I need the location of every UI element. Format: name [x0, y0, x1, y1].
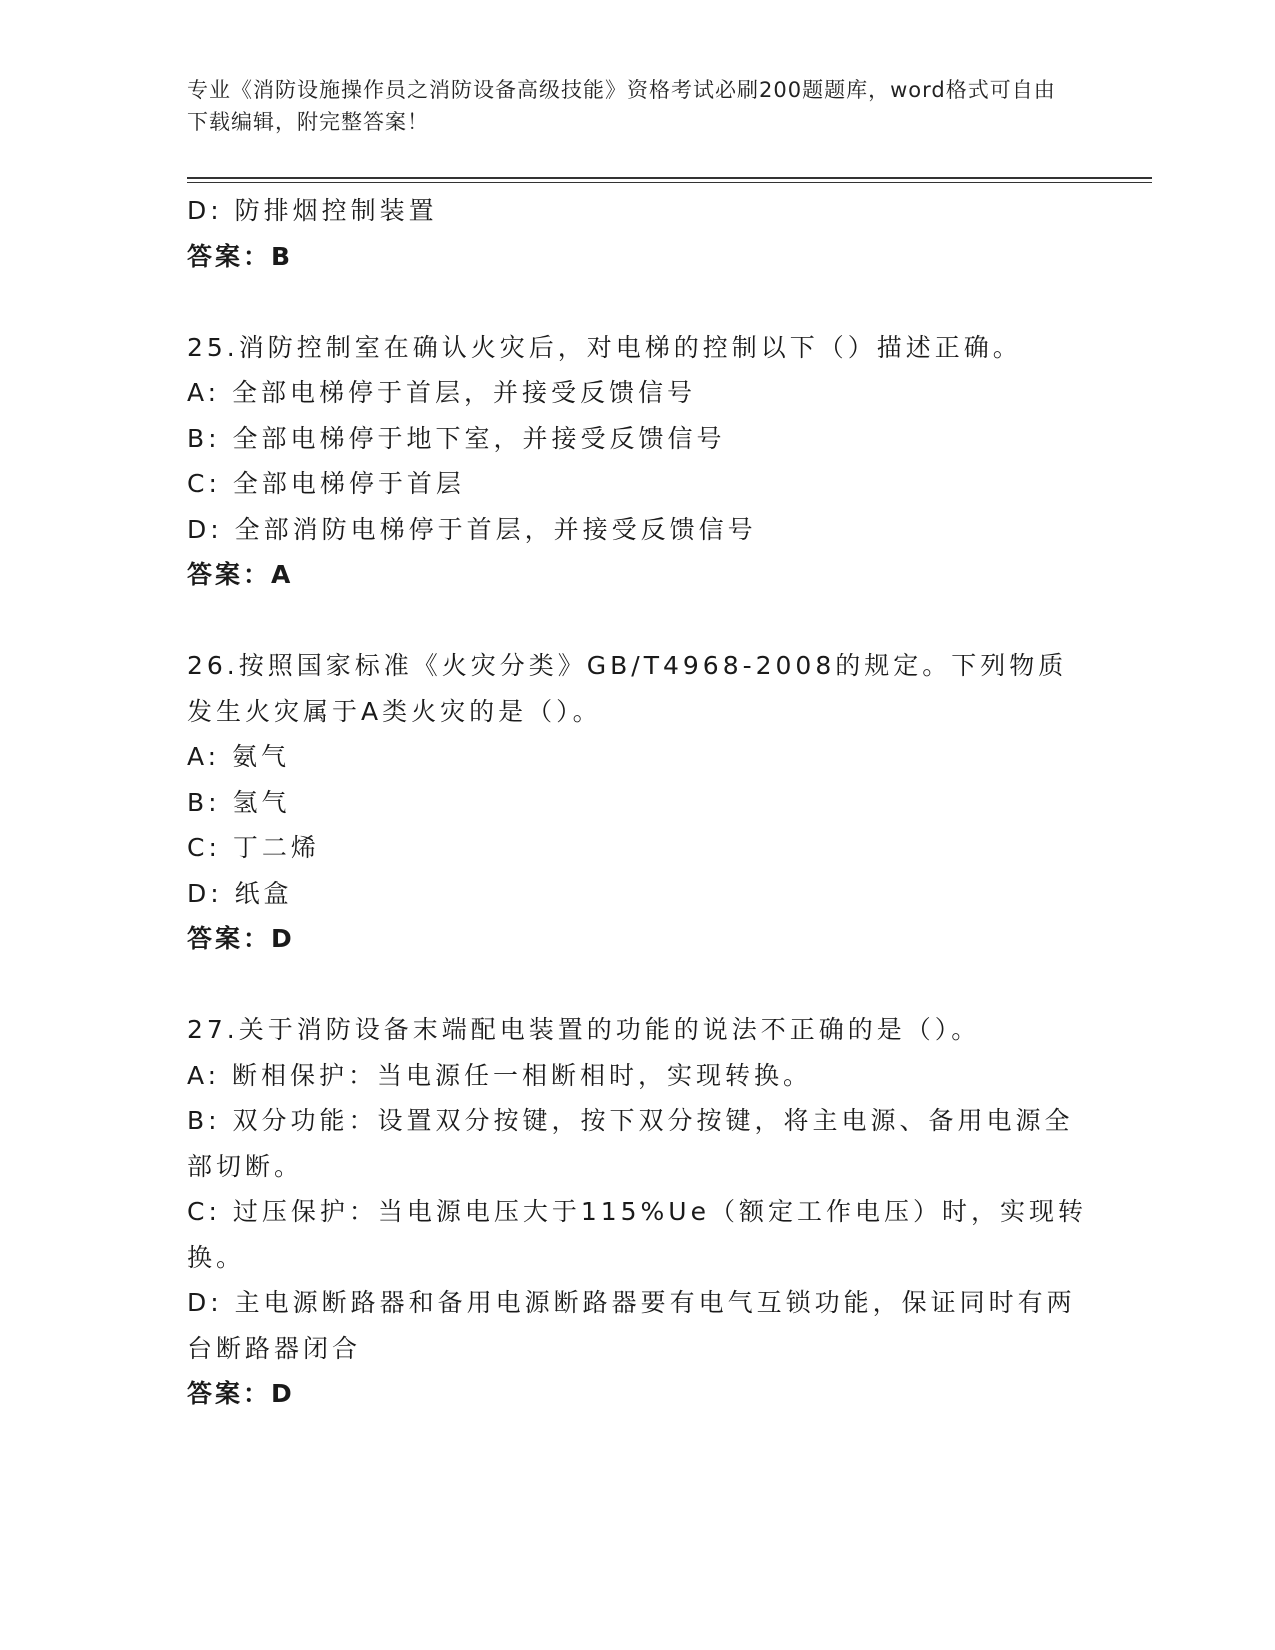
question-25	[187, 325, 1087, 598]
question-27	[187, 1007, 1087, 1417]
option-d: D: 主电源断路器和备用电源断路器要有电气互锁功能，保证同时有两台断路器闭合	[187, 1288, 1076, 1363]
option-a: A: 氨气	[187, 742, 291, 771]
option-d: D: 全部消防电梯停于首层，并接受反馈信号	[187, 514, 757, 544]
header-text: 专业《消防设施操作员之消防设备高级技能》资格考试必刷200题题库，word格式可自由下载编辑，附完整答案！	[187, 78, 1056, 134]
carryover-question	[187, 188, 1087, 279]
document-body	[187, 188, 1087, 1417]
question-stem: 26.按照国家标准《火灾分类》GB/T4968-2008的规定。下列物质发生火灾属于A类火灾的是（）。	[187, 651, 1068, 726]
answer-line: 答案：B	[187, 241, 294, 271]
page-header	[187, 74, 1067, 138]
option-a: A: 断相保护：当电源任一相断相时，实现转换。	[187, 1060, 813, 1090]
option-d: D: 纸盒	[187, 878, 293, 908]
question-stem: 27.关于消防设备末端配电装置的功能的说法不正确的是（）。	[187, 1015, 981, 1044]
option-c: C: 过压保护：当电源电压大于115%Ue（额定工作电压）时，实现转换。	[187, 1197, 1087, 1272]
option-c: C: 丁二烯	[187, 833, 320, 862]
answer-line: 答案：A	[187, 560, 294, 589]
option-c: C: 全部电梯停于首层	[187, 469, 465, 498]
answer-line: 答案：D	[187, 924, 295, 953]
option-b: B: 全部电梯停于地下室，并接受反馈信号	[187, 423, 726, 453]
option-a: A: 全部电梯停于首层，并接受反馈信号	[187, 378, 697, 407]
question-26	[187, 643, 1087, 962]
option-b: B: 双分功能：设置双分按键，按下双分按键，将主电源、备用电源全部切断。	[187, 1106, 1074, 1181]
option-b: B: 氢气	[187, 787, 291, 817]
answer-line: 答案：D	[187, 1379, 295, 1408]
header-divider	[187, 177, 1152, 183]
option-d: D: 防排烟控制装置	[187, 196, 438, 225]
question-stem: 25.消防控制室在确认火灾后，对电梯的控制以下（）描述正确。	[187, 332, 1022, 362]
